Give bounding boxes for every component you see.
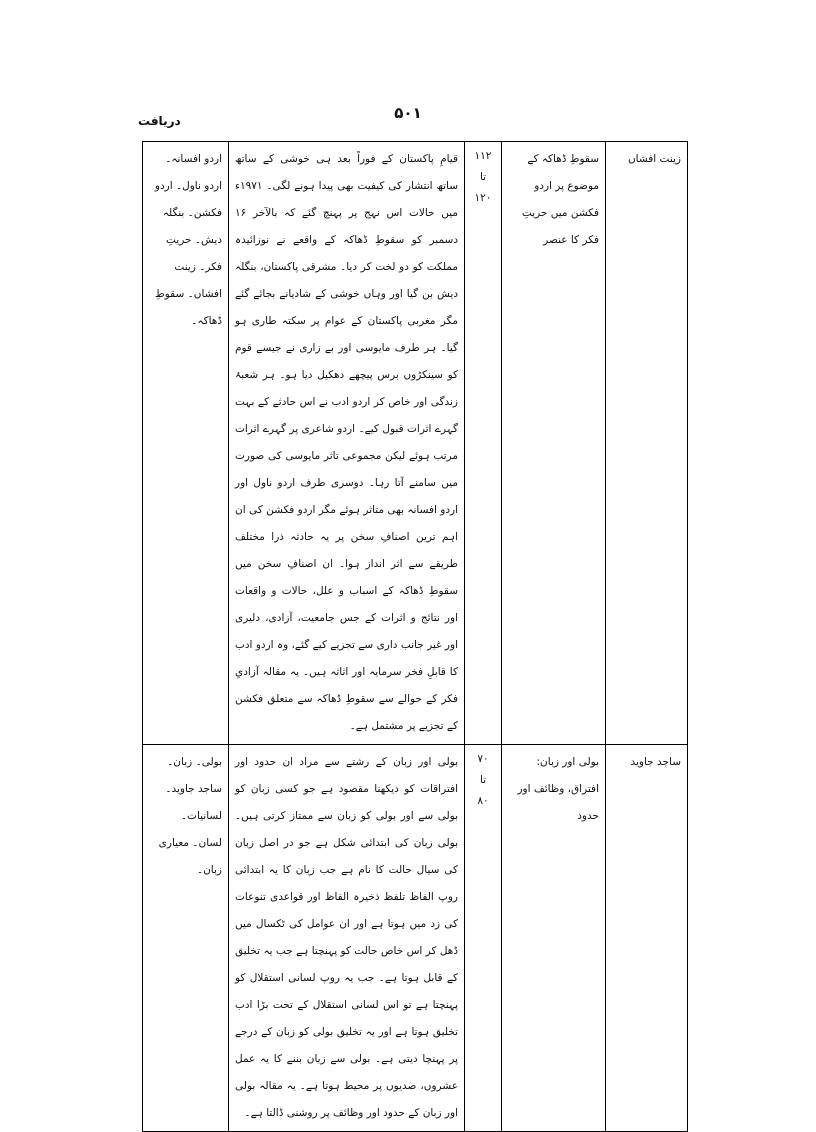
abstract-cell: بولی اور زبان کے رشتے سے مراد ان حدود اور افتراقات کو دیکھنا مقصود ہے جو کسی زبان کو بولی سے اور بولی کو زبان سے ممتاز کرتی ہیں۔ بولی زبان کی ابتدائی شکل ہے جو در اصل زبان کی سیال حالت کا نام ہے جب زبان کا یہ ابتدائی روپ الفاظ تلفظ ذخیرہ الفاظ اور قواعدی تنوعات کی زد میں ہوتا ہے اور ان عوامل کی ٹکسال میں ڈھل کر اس خاص حالت کو پہنچتا ہے جب یہ تخلیق کے قابل ہوتا ہے۔ جب یہ روپ لسانی استقلال کو پہنچتا ہے تو اس لسانی استقلال کے تحت بڑا ادب تخلیق ہوتا ہے اور یہ تخلیق بولی کو زبان کے درجے پر پہنچا دیتی ہے۔ بولی سے زبان بننے کا یہ عمل عشروں، صدیوں پر محیط ہوتا ہے۔ یہ مقالہ بولی اور زبان کے حدود اور وظائف پر روشنی ڈالتا ہے۔: [229, 745, 465, 1132]
pages-cell: [465, 142, 502, 745]
title-cell: بولی اور زبان: افتراق، وظائف اور حدود: [502, 745, 606, 1132]
abstract-cell: قیامِ پاکستان کے فوراً بعد ہی خوشی کے ساتھ ساتھ انتشار کی کیفیت بھی پیدا ہونے لگی۔ ۱۹۷۱ء میں حالات اس نہج پر پہنچ گئے کہ بالآخر ۱۶ دسمبر کو سقوطِ ڈھاکہ کے واقعے نے نوزائیدہ مملکت کو دو لخت کر دیا۔ مشرقی پاکستان، بنگلہ دیش بن گیا اور وہاں خوشی کے شادیانے بجائے گئے مگر مغربی پاکستان کے عوام پر سکتہ طاری ہو گیا۔ ہر طرف مایوسی اور بے زاری نے جیسے قوم کو سینکڑوں برس پیچھے دھکیل دیا ہو۔ ہر شعبۂ زندگی اور خاص کر اردو ادب نے اس حادثے کے بہت گہرے اثرات قبول کیے۔ اردو شاعری پر گہرے اثرات مرتب ہوئے لیکن مجموعی تاثر مایوسی کی صورت میں سامنے آتا رہا۔ دوسری طرف اردو ناول اور اردو افسانہ بھی متاثر ہوئے مگر اردو فکشن کی ان اہم ترین اصنافِ سخن پر یہ حادثہ ذرا مختلف طریقے سے اثر انداز ہوا۔ ان اصنافِ سخن میں سقوطِ ڈھاکہ کے اسباب و علل، حالات و واقعات اور نتائج و اثرات کے جس جامعیت، آزادی، دلیری اور غیر جانب داری سے تجزیے کیے گئے، وہ اردو ادب کا قابلِ فخر سرمایہ اور اثاثہ ہیں۔ یہ مقالہ آزادیِ فکر کے حوالے سے سقوطِ ڈھاکہ سے متعلق فکشن کے تجزیے پر مشتمل ہے۔: [229, 142, 465, 745]
page-to-word: تا: [479, 171, 487, 183]
journal-name: دریافت: [138, 114, 181, 128]
keywords-cell: بولی۔ زبان۔ ساجد جاوید۔ لسانیات۔ لسان۔ معیاری زبان۔: [143, 745, 229, 1132]
page-to-word: تا: [479, 774, 487, 786]
page-to: ۸۰: [477, 795, 489, 807]
page-to: ۱۲۰: [474, 192, 492, 204]
page-from: ۷۰: [477, 753, 489, 765]
page-number: ۵۰۱: [394, 104, 422, 122]
keywords-cell: اردو افسانہ۔ اردو ناول۔ اردو فکشن۔ بنگلہ دیش۔ حریتِ فکر۔ زینت افشاں۔ سقوطِ ڈھاکہ۔: [143, 142, 229, 745]
page-from: ۱۱۲: [474, 150, 492, 162]
table-row: [143, 142, 688, 745]
abstracts-table: [142, 141, 688, 1132]
pages-cell: [465, 745, 502, 1132]
author-cell: زینت افشاں: [606, 142, 688, 745]
title-cell: سقوطِ ڈھاکہ کے موضوع پر اردو فکشن میں حریتِ فکر کا عنصر: [502, 142, 606, 745]
table-row: [143, 745, 688, 1132]
author-cell: ساجد جاوید: [606, 745, 688, 1132]
